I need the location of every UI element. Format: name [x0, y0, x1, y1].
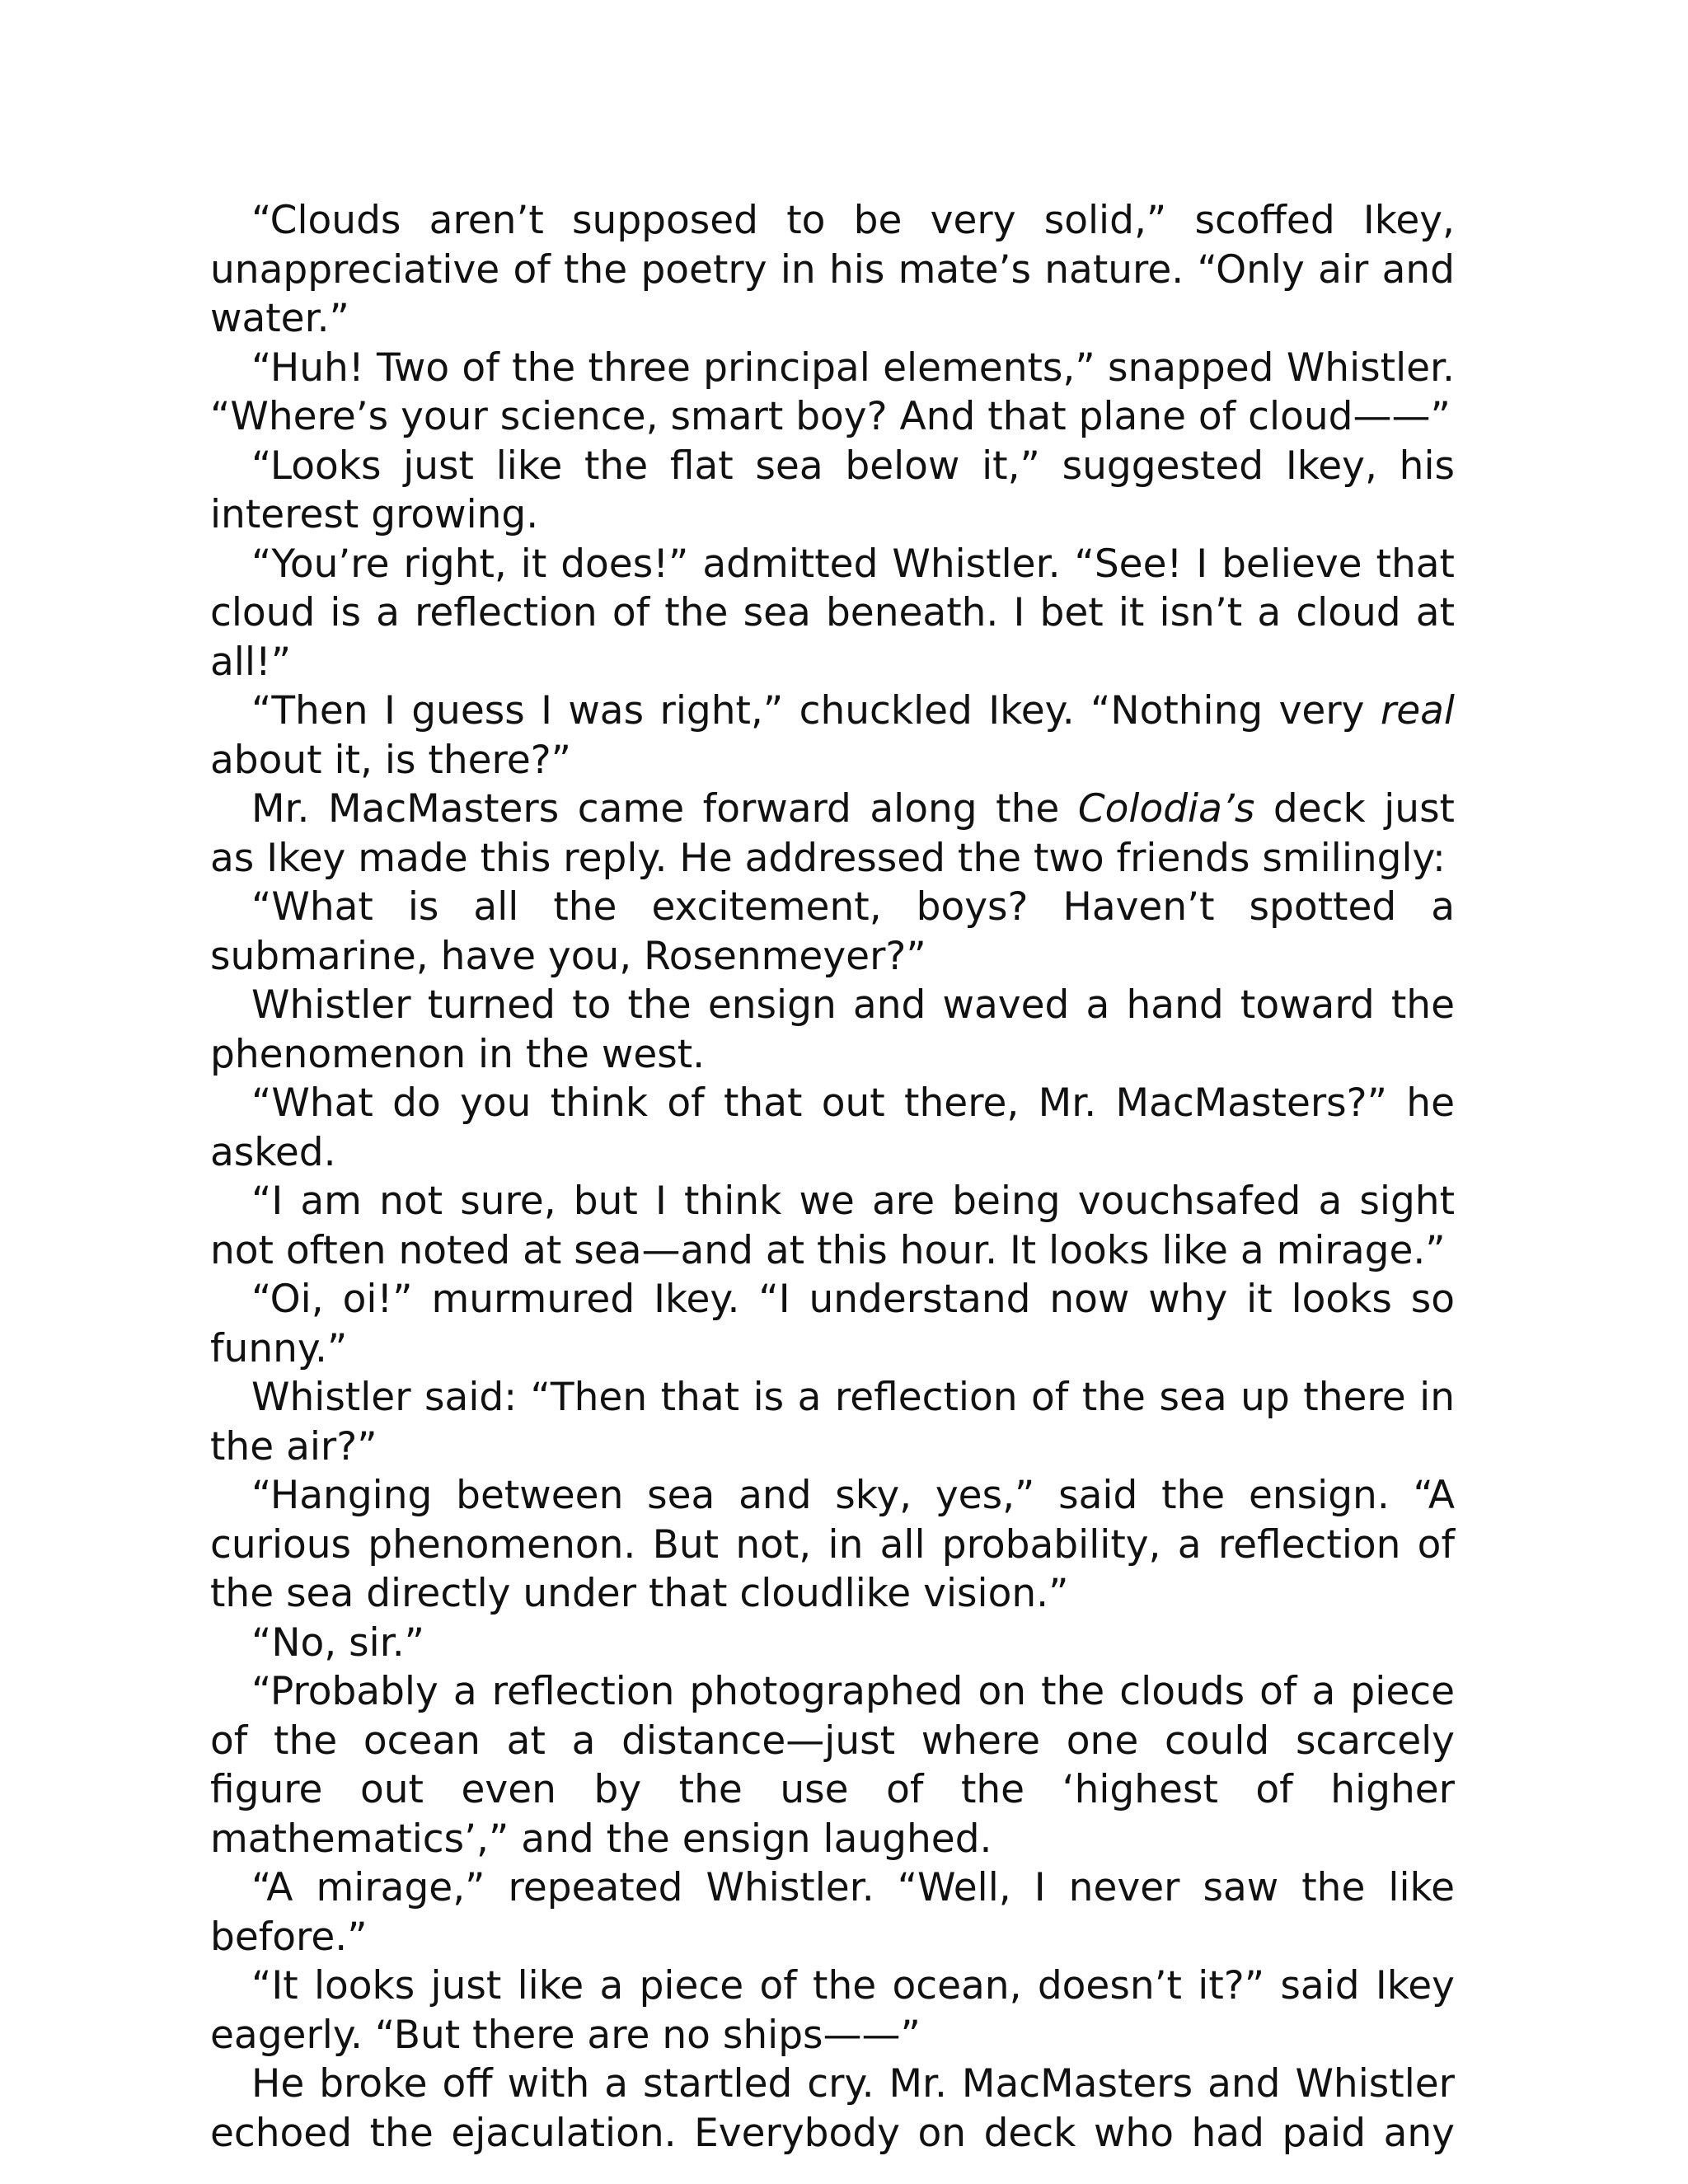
text-segment: deck just as Ikey made this reply. He addressed the two friends smilingly:	[210, 786, 1455, 881]
paragraph	[210, 687, 1455, 785]
paragraph	[210, 785, 1455, 883]
text-segment: Whistler said: “Then that is a reflection of the sea up there in the air?”	[210, 1375, 1455, 1469]
paragraph	[210, 1619, 1455, 1668]
paragraph	[210, 2060, 1455, 2158]
paragraph	[210, 1177, 1455, 1275]
italic-text: real	[1380, 688, 1455, 733]
paragraph	[210, 981, 1455, 1079]
text-segment: “It looks just like a piece of the ocean, doesn’t it?” said Ikey eagerly. “But there are no ships——”	[210, 1963, 1455, 2058]
paragraph	[210, 1373, 1455, 1471]
text-segment: “You’re right, it does!” admitted Whistler. “See! I believe that cloud is a reflection of the sea beneath. I bet it isn’t a cloud at all!”	[210, 541, 1455, 685]
text-segment: “What do you think of that out there, Mr. MacMasters?” he asked.	[210, 1080, 1455, 1175]
text-segment: “A mirage,” repeated Whistler. “Well, I never saw the like before.”	[210, 1865, 1455, 1960]
text-segment: “Oi, oi!” murmured Ikey. “I understand now why it looks so funny.”	[210, 1277, 1455, 1371]
paragraph	[210, 442, 1455, 540]
paragraph	[210, 196, 1455, 344]
text-segment: “Probably a reflection photographed on the clouds of a piece of the ocean at a distance—just where one could scarcely figure out even by the use of the ‘highest of higher mathematics’,” and the ensign laughed.	[210, 1669, 1455, 1862]
paragraph	[210, 1079, 1455, 1177]
text-segment: “What is all the excitement, boys? Haven’t spotted a submarine, have you, Rosenmeyer?”	[210, 884, 1455, 979]
italic-text: Colodia’s	[1077, 786, 1255, 832]
text-segment: “Hanging between sea and sky, yes,” said the ensign. “A curious phenomenon. But not, in all probability, a reflection of the sea directly under that cloudlike vision.”	[210, 1473, 1455, 1616]
page-text	[210, 196, 1455, 2158]
text-segment: “Looks just like the flat sea below it,” suggested Ikey, his interest growing.	[210, 443, 1455, 537]
paragraph	[210, 1667, 1455, 1863]
paragraph	[210, 883, 1455, 981]
text-segment: He broke off with a startled cry. Mr. MacMasters and Whistler echoed the ejaculation. Everybody on deck who had paid any	[210, 2061, 1455, 2156]
paragraph	[210, 1863, 1455, 1961]
text-segment: “No, sir.”	[251, 1619, 424, 1666]
text-segment: Whistler turned to the ensign and waved a hand toward the phenomenon in the west.	[210, 982, 1455, 1077]
text-segment: “I am not sure, but I think we are being vouchsafed a sight not often noted at sea—and at this hour. It looks like a mirage.”	[210, 1179, 1455, 1273]
paragraph	[210, 1961, 1455, 2060]
paragraph	[210, 344, 1455, 442]
text-segment: “Huh! Two of the three principal elements,” snapped Whistler. “Where’s your science, smart boy? And that plane of cloud——”	[210, 344, 1455, 439]
text-segment: “Then I guess I was right,” chuckled Ikey. “Nothing very	[251, 688, 1381, 733]
paragraph	[210, 1471, 1455, 1619]
paragraph	[210, 1275, 1455, 1373]
paragraph	[210, 540, 1455, 687]
text-segment: “Clouds aren’t supposed to be very solid,” scoffed Ikey, unappreciative of the poetry in his mate’s nature. “Only air and water.”	[210, 198, 1455, 341]
text-segment: Mr. MacMasters came forward along the	[251, 786, 1078, 832]
text-segment: about it, is there?”	[210, 737, 572, 783]
